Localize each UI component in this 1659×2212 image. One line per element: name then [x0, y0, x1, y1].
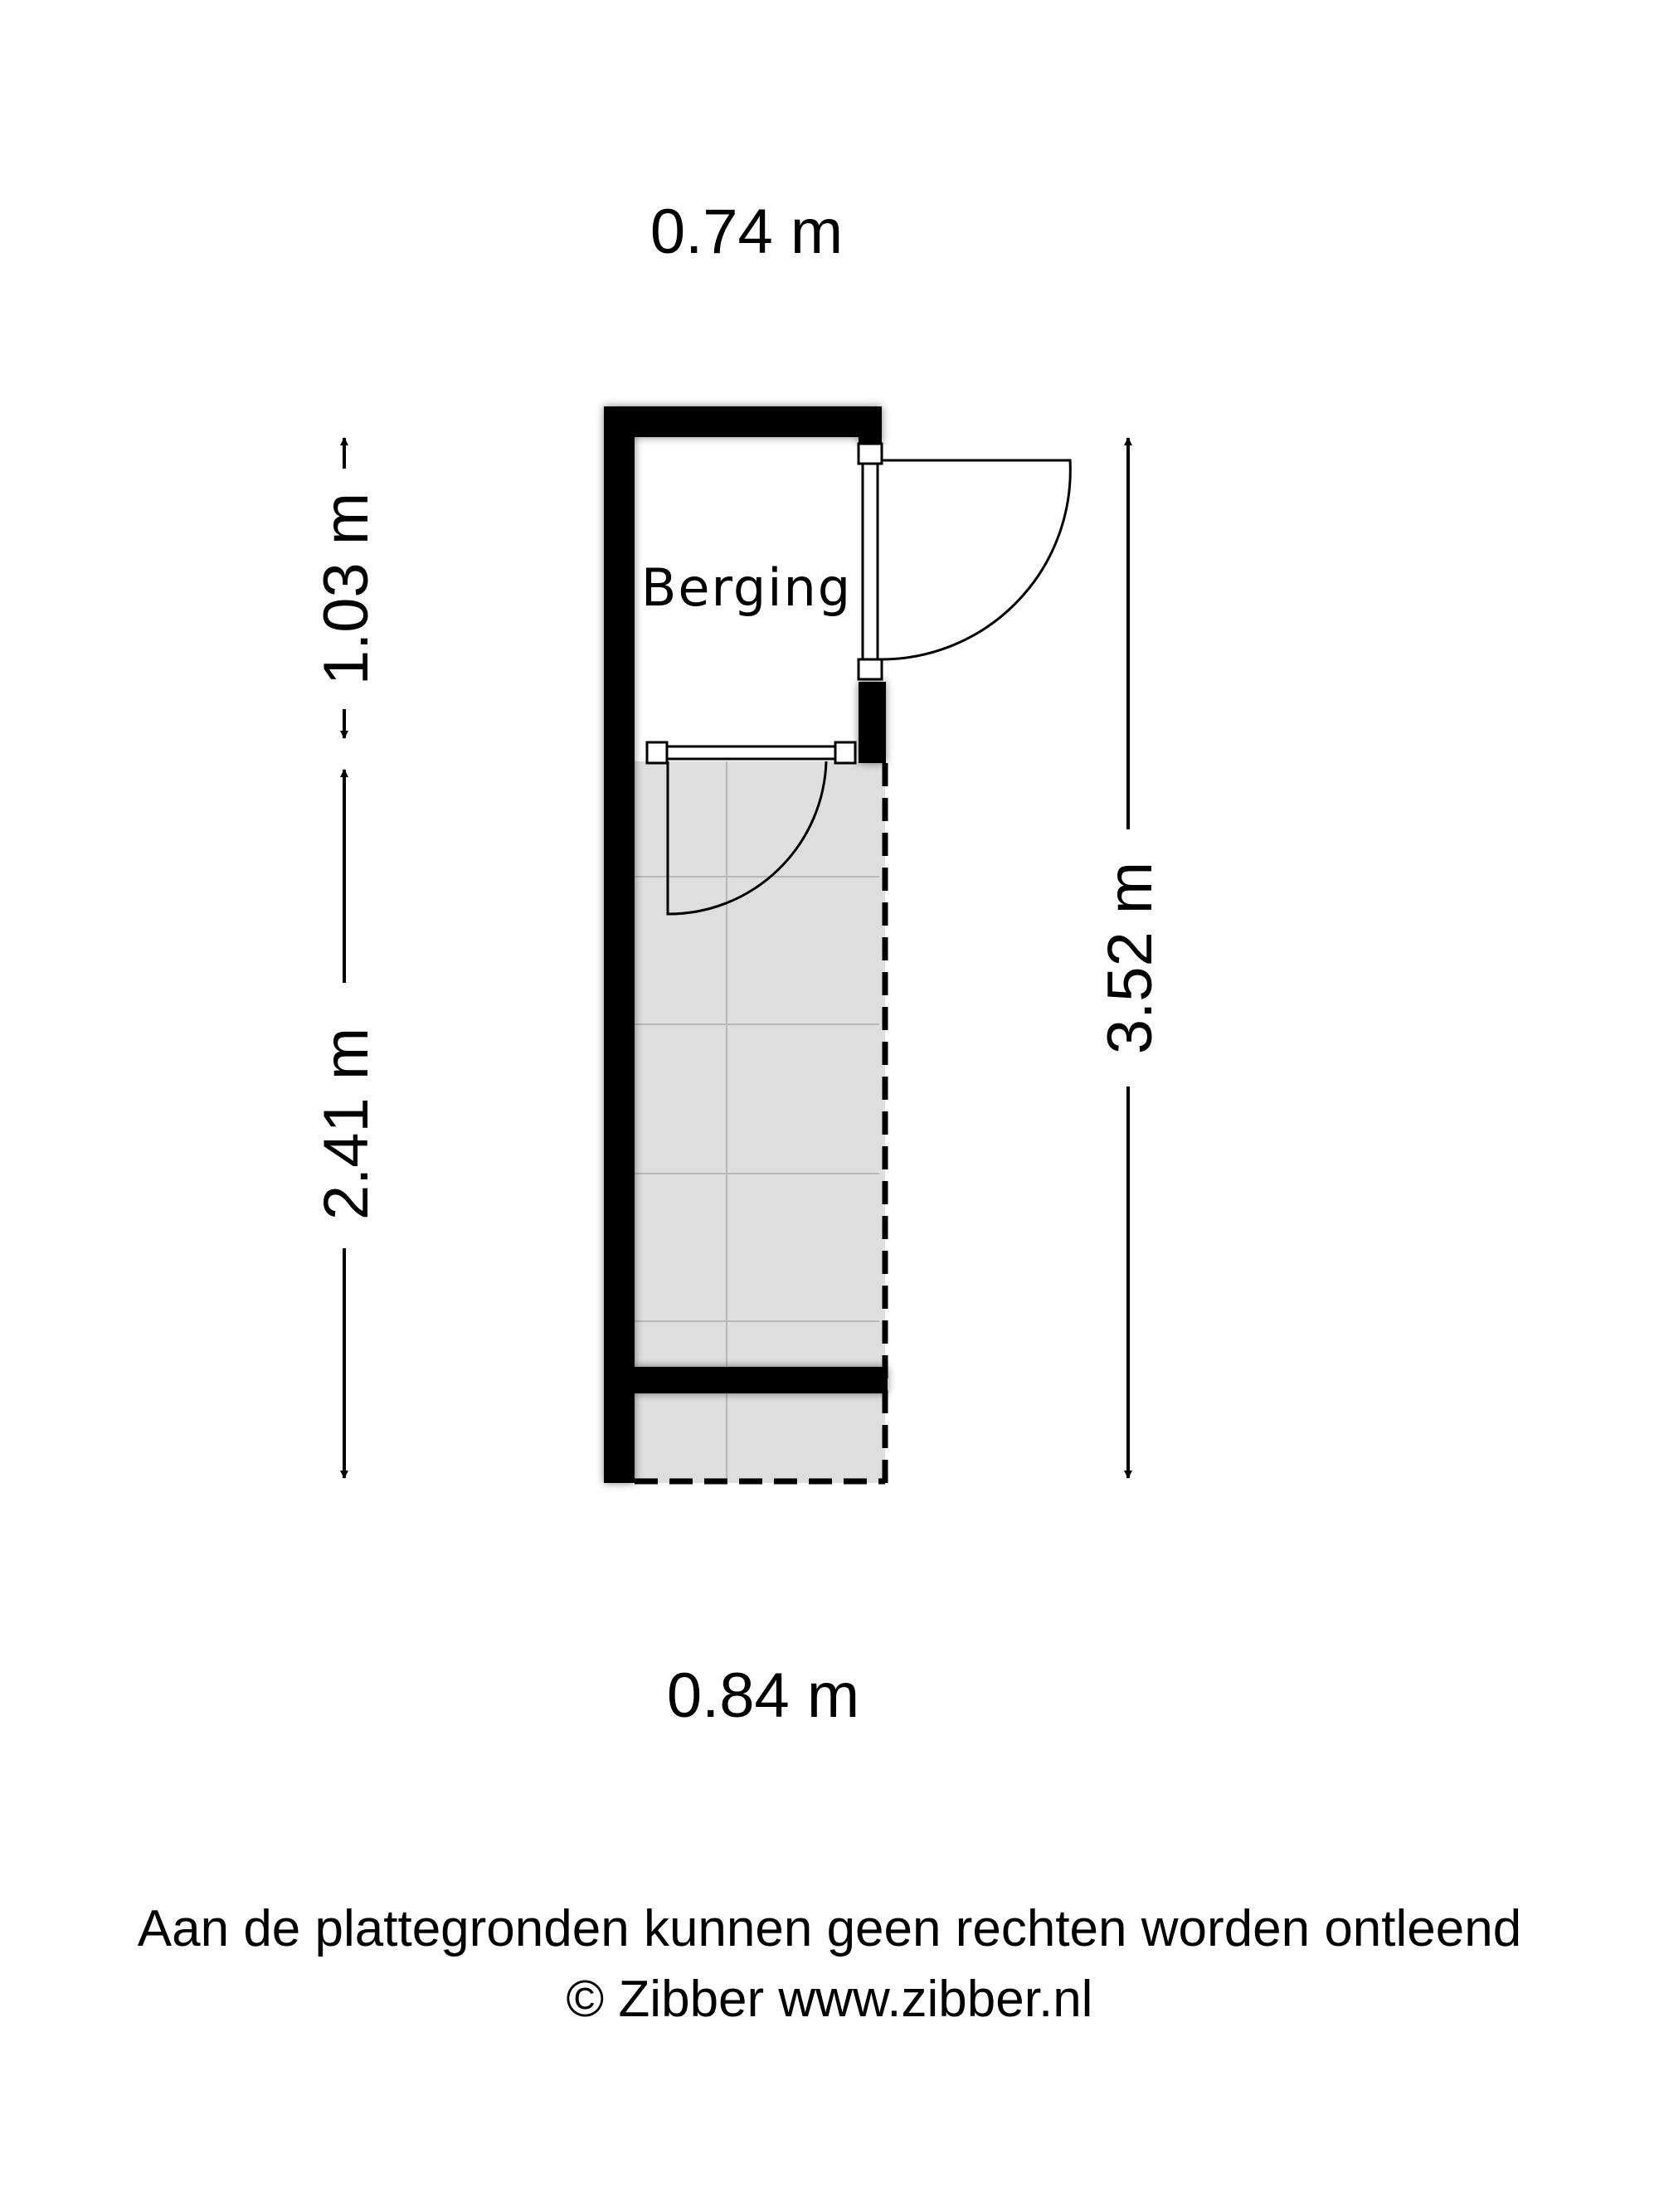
left-lower-label: 2.41 m — [311, 1027, 382, 1221]
top-width-label: 0.74 m — [649, 197, 844, 267]
right-total-label: 3.52 m — [1095, 861, 1165, 1055]
disclaimer-text: Aan de plattegronden kunnen geen rechten worden ontleend — [137, 1900, 1522, 1957]
room-label: Berging — [640, 557, 853, 618]
right-door-frame — [859, 444, 882, 679]
left-upper-label: 1.03 m — [311, 492, 382, 686]
bottom-width-label: 0.84 m — [666, 1660, 860, 1731]
right-door-swing — [882, 460, 1070, 659]
copyright-text: © Zibber www.zibber.nl — [566, 1971, 1093, 2028]
